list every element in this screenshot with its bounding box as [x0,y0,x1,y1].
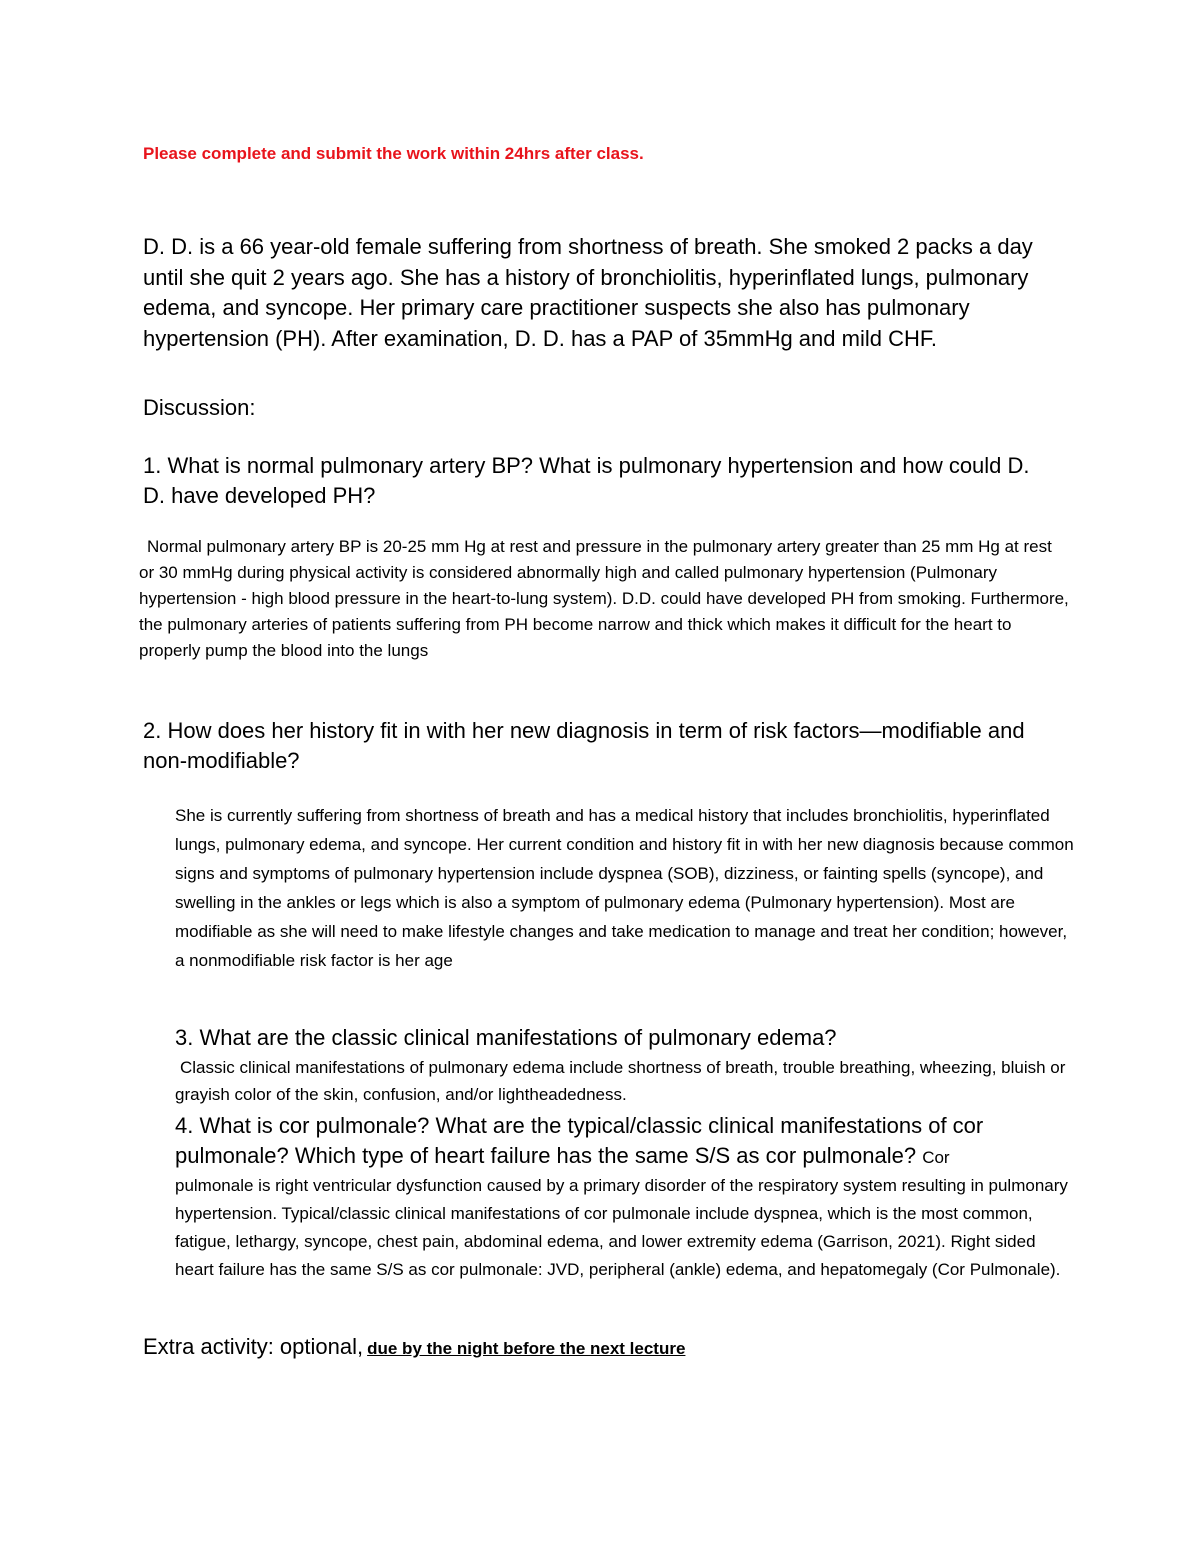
discussion-heading: Discussion: [143,395,256,420]
extra-activity-label: Extra activity: optional, [143,1334,364,1359]
question-4: 4. What is cor pulmonale? What are the typical/classic clinical manifestations of cor pulmonale? Which type of heart failure has the same S/S as cor pulmonale? [175,1113,984,1168]
answer-4-start: Cor [922,1148,950,1167]
answer-1: Normal pulmonary artery BP is 20-25 mm Hg at rest and pressure in the pulmonary artery greater than 25 mm Hg at rest or 30 mmHg during physical activity is considered abnormally high and called pulmonary hypertension (Pulmonary hypertension - high blood pressure in the heart-to-lung system). D.D. could have developed PH from smoking. Furthermore, the pulmonary arteries of patients suffering from PH become narrow and thick which makes it difficult for the heart to properly pump the blood into the lungs [139,537,1069,660]
submission-notice: Please complete and submit the work within 24hrs after class. [143,144,644,163]
answer-3: Classic clinical manifestations of pulmonary edema include shortness of breath, trouble breathing, wheezing, bluish or grayish color of the skin, confusion, and/or lightheadedness. [175,1058,1066,1104]
extra-activity [143,1332,685,1364]
question-1: 1. What is normal pulmonary artery BP? What is pulmonary hypertension and how could D. D. have developed PH? [143,453,1030,508]
question-4-block [175,1111,1075,1173]
question-2: 2. How does her history fit in with her new diagnosis in term of risk factors—modifiable and non-modifiable? [143,718,1025,773]
extra-activity-due: due by the night before the next lecture [367,1339,686,1358]
answer-4: pulmonale is right ventricular dysfunction caused by a primary disorder of the respiratory system resulting in pulmonary hypertension. Typical/classic clinical manifestations of cor pulmonale include dyspnea, which is the most common, fatigue, lethargy, syncope, chest pain, abdominal edema, and lower extremity edema (Garrison, 2021). Right sided heart failure has the same S/S as cor pulmonale: JVD, peripheral (ankle) edema, and hepatomegaly (Cor Pulmonale). [175,1176,1068,1279]
answer-2: She is currently suffering from shortness of breath and has a medical history that includes bronchiolitis, hyperinflated lungs, pulmonary edema, and syncope. Her current condition and history fit in with her new diagnosis because common signs and symptoms of pulmonary hypertension include dyspnea (SOB), dizziness, or fainting spells (syncope), and swelling in the ankles or legs which is also a symptom of pulmonary edema (Pulmonary hypertension). Most are modifiable as she will need to make lifestyle changes and take medication to manage and treat her condition; however, a nonmodifiable risk factor is her age [175,806,1074,970]
case-intro: D. D. is a 66 year-old female suffering from shortness of breath. She smoked 2 packs a day until she quit 2 years ago. She has a history of bronchiolitis, hyperinflated lungs, pulmonary edema, and syncope. Her primary care practitioner suspects she also has pulmonary hypertension (PH). After examination, D. D. has a PAP of 35mmHg and mild CHF. [143,234,1033,351]
question-3: 3. What are the classic clinical manifestations of pulmonary edema? [175,1025,837,1050]
